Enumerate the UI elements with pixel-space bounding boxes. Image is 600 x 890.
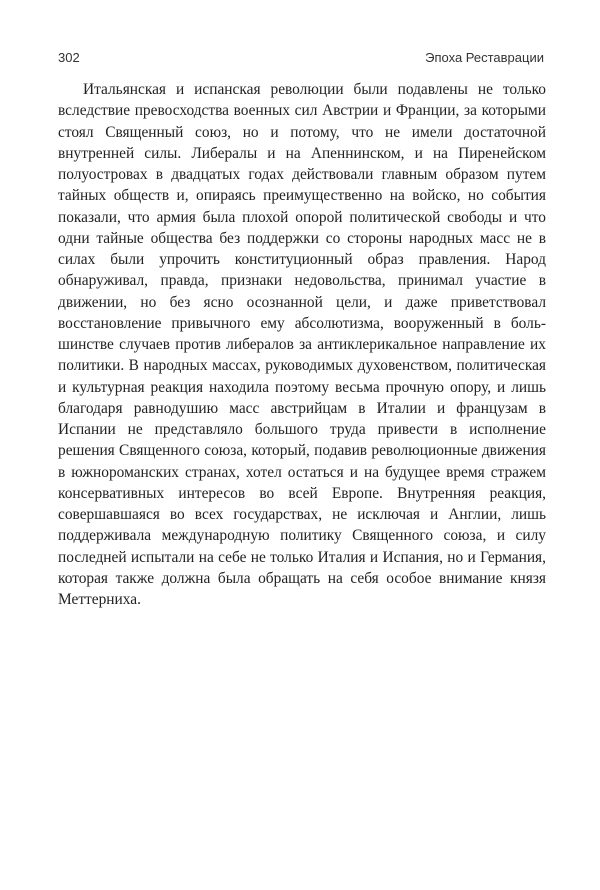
page-header xyxy=(58,48,544,70)
running-title: Эпоха Реставрации xyxy=(425,50,544,65)
page-number: 302 xyxy=(58,50,80,65)
body-paragraph: Итальянская и испанская революции были подавлены не только вследствие превосходства военных сил Австрии и Франции, за которыми стоял Священный союз, но и потому, что не имели достаточной внутренней силы. Либералы и на Апеннинском, и на Пиренейском полуостровах в двадцатых годах действовали главным образом путем тайных обществ и, опираясь преимущественно на войско, но события показали, что армия была плохой опорой политической свободы и что одни тайные общества без поддержки со стороны народных масс не в силах были упрочить конституционный образ правления. Народ обнаруживал, правда, признаки недовольства, принимал участие в движении, но без ясно осознанной цели, и даже приветствовал восстановление привычного ему абсолютизма, вооруженный в большинстве случаев против либералов за антиклерикальное направление их политики. В народных массах, руководимых духовенством, политическая и культурная реакция находила поэтому весьма прочную опору, и лишь благодаря равнодушию масс австрийцам в Италии и французам в Испании не представляло большого труда привести в исполнение решения Священного союза, который, подавив революционные движения в южнороманских странах, хотел остаться и на будущее время стражем консервативных интересов во всей Европе. Внутренняя реакция, совершавшаяся во всех государствах, не исключая и Англии, лишь поддерживала международную политику Священного союза, и силу последней испытали на себе не только Италия и Испания, но и Германия, которая также должна была обращать на себя особое внимание князя Меттерниха. xyxy=(58,81,546,608)
